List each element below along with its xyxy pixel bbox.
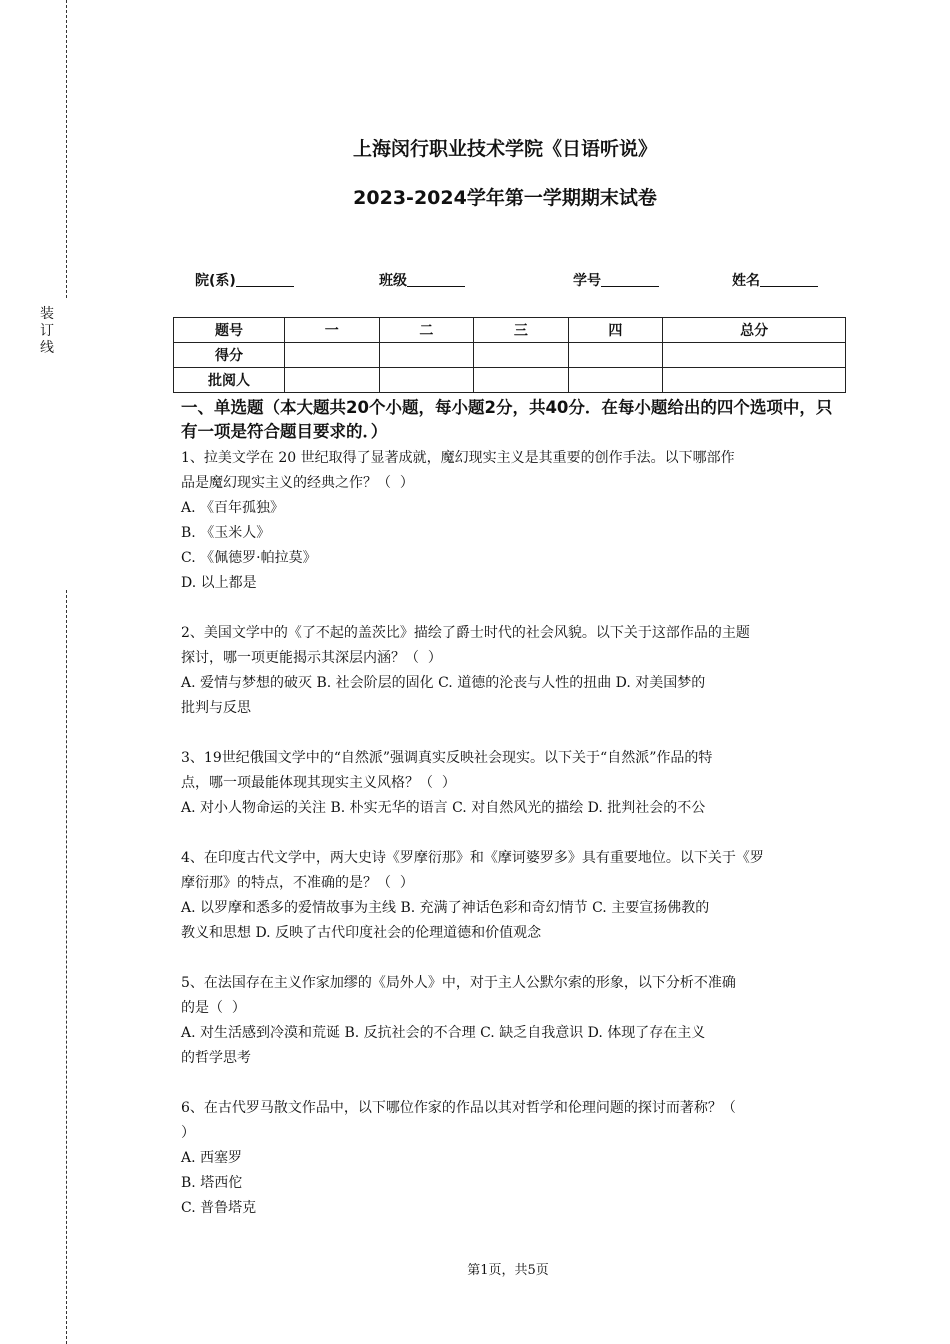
question-text-line: A. 对生活感到冷漠和荒诞 B. 反抗社会的不合理 C. 缺乏自我意识 D. 体现了存在主义	[181, 1025, 706, 1041]
question-text-line: 1、拉美文学在 20 世纪取得了显著成就，魔幻现实主义是其重要的创作手法。以下哪部作	[181, 450, 735, 466]
department-blank[interactable]	[236, 270, 294, 287]
score-table-header-row	[174, 318, 846, 343]
answer-option[interactable]: A. 《百年孤独》	[181, 500, 285, 516]
reviewer-cell[interactable]	[663, 368, 846, 393]
department-label: 院(系)	[195, 273, 236, 289]
column-header: 三	[474, 318, 569, 343]
reviewer-cell[interactable]	[285, 368, 380, 393]
answer-option[interactable]: D. 以上都是	[181, 575, 257, 591]
score-cell[interactable]	[379, 343, 474, 368]
question-text-line: 教义和思想 D. 反映了古代印度社会的伦理道德和价值观念	[181, 925, 542, 941]
score-row	[174, 343, 846, 368]
name-label: 姓名	[732, 273, 760, 289]
exam-title: 上海闵行职业技术学院《日语听说》	[352, 138, 657, 160]
column-header: 题号	[174, 318, 285, 343]
question-text-line: 2、美国文学中的《了不起的盖茨比》描绘了爵士时代的社会风貌。以下关于这部作品的主题	[181, 625, 750, 641]
answer-option[interactable]: C. 《佩德罗·帕拉莫》	[181, 550, 317, 566]
question-text-line: 的哲学思考	[181, 1050, 251, 1066]
score-cell[interactable]	[568, 343, 663, 368]
answer-option[interactable]: B. 《玉米人》	[181, 525, 271, 541]
column-header: 总分	[663, 318, 846, 343]
reviewer-cell[interactable]	[379, 368, 474, 393]
student-id-blank[interactable]	[601, 270, 659, 287]
question-text-line: 5、在法国存在主义作家加缪的《局外人》中，对于主人公默尔索的形象，以下分析不准确	[181, 975, 736, 991]
question-text-line: 4、在印度古代文学中，两大史诗《罗摩衍那》和《摩诃婆罗多》具有重要地位。以下关于《罗	[181, 850, 764, 866]
exam-content	[181, 396, 837, 1246]
column-header: 二	[379, 318, 474, 343]
question-item	[181, 621, 837, 721]
question-item	[181, 971, 837, 1071]
answer-option[interactable]: C. 普鲁塔克	[181, 1200, 257, 1216]
question-item	[181, 846, 837, 946]
class-label: 班级	[379, 273, 407, 289]
question-text-line: 点，哪一项最能体现其现实主义风格？（ ）	[181, 775, 456, 791]
department-field[interactable]	[195, 270, 294, 290]
question-text-line: 6、在古代罗马散文作品中，以下哪位作家的作品以其对哲学和伦理问题的探讨而著称？（	[181, 1100, 736, 1116]
page-number: 第1页，共5页	[467, 1263, 549, 1278]
question-text-line: ）	[181, 1125, 195, 1141]
binding-label: 装 订 线	[40, 306, 54, 356]
question-item	[181, 1096, 837, 1221]
name-field[interactable]	[732, 270, 818, 290]
question-text-line: A. 爱情与梦想的破灭 B. 社会阶层的固化 C. 道德的沦丧与人性的扭曲 D. 对美国梦的	[181, 675, 706, 691]
question-text-line: 的是（ ）	[181, 1000, 246, 1016]
question-text-line: 探讨，哪一项更能揭示其深层内涵？（ ）	[181, 650, 442, 666]
question-item	[181, 746, 837, 821]
question-text-line: 批判与反思	[181, 700, 251, 716]
answer-option[interactable]: B. 塔西佗	[181, 1175, 243, 1191]
student-info-row	[195, 270, 835, 292]
question-text-line: 3、19世纪俄国文学中的“自然派”强调真实反映社会现实。以下关于“自然派”作品的特	[181, 750, 713, 766]
question-text-line: 摩衍那》的特点，不准确的是？（ ）	[181, 875, 414, 891]
reviewer-cell[interactable]	[474, 368, 569, 393]
score-cell[interactable]	[285, 343, 380, 368]
question-text-line: 品是魔幻现实主义的经典之作？（ ）	[181, 475, 414, 491]
class-field[interactable]	[379, 270, 465, 290]
score-cell[interactable]	[474, 343, 569, 368]
student-id-label: 学号	[573, 273, 601, 289]
column-header: 一	[285, 318, 380, 343]
question-list	[181, 446, 837, 1221]
row-label: 批阅人	[174, 368, 285, 393]
question-item	[181, 446, 837, 596]
answer-option[interactable]: A. 西塞罗	[181, 1150, 243, 1166]
reviewer-row	[174, 368, 846, 393]
question-text-line: A. 以罗摩和悉多的爱情故事为主线 B. 充满了神话色彩和奇幻情节 C. 主要宣扬佛教的	[181, 900, 710, 916]
score-table	[173, 317, 846, 393]
binding-line-bottom	[66, 590, 67, 1344]
section-heading: 一、单选题（本大题共20个小题，每小题2分，共40分．在每小题给出的四个选项中，只有一项是符合题目要求的．）	[181, 398, 833, 441]
student-id-field[interactable]	[573, 270, 659, 290]
row-label: 得分	[174, 343, 285, 368]
score-cell[interactable]	[663, 343, 846, 368]
exam-subtitle: 2023-2024学年第一学期期末试卷	[353, 187, 657, 209]
reviewer-cell[interactable]	[568, 368, 663, 393]
name-blank[interactable]	[760, 270, 818, 287]
column-header: 四	[568, 318, 663, 343]
question-text-line: A. 对小人物命运的关注 B. 朴实无华的语言 C. 对自然风光的描绘 D. 批判社会的不公	[181, 800, 706, 816]
class-blank[interactable]	[407, 270, 465, 287]
